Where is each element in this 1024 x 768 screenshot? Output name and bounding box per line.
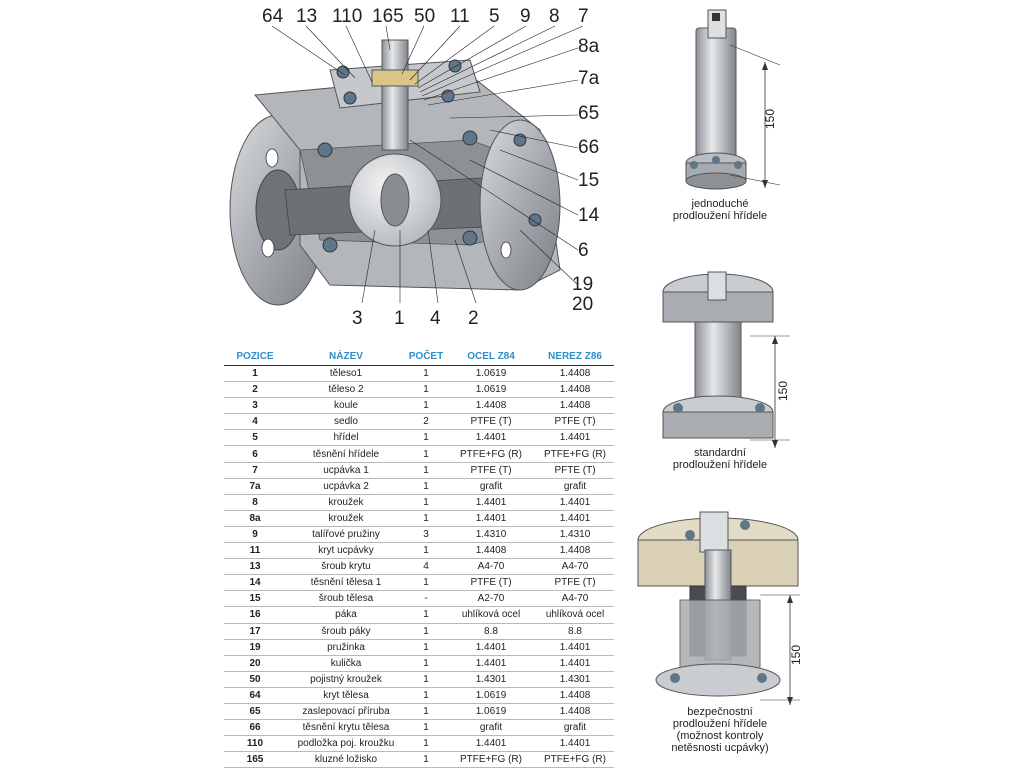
- table-row: [224, 478, 614, 494]
- table-row: [224, 736, 614, 752]
- standard-extension-drawing: [663, 272, 790, 448]
- table-row: [224, 414, 614, 430]
- table-header-row: [224, 349, 614, 366]
- table-row: [224, 575, 614, 591]
- table-cell-ocel: PTFE (T): [446, 462, 536, 478]
- table-cell-cnt: 1: [406, 575, 446, 591]
- table-cell-cnt: 1: [406, 736, 446, 752]
- table-row: [224, 607, 614, 623]
- table-cell-name: zaslepovací příruba: [286, 703, 406, 719]
- caption-standard: standardní prodloužení hřídele: [672, 447, 768, 471]
- table-cell-pos: 1: [224, 366, 286, 382]
- table-row: [224, 623, 614, 639]
- shaft: [382, 40, 408, 150]
- parts-table: [224, 349, 614, 768]
- table-cell-cnt: 1: [406, 671, 446, 687]
- table-cell-ocel: 1.4401: [446, 510, 536, 526]
- callout-5: 5: [489, 6, 500, 27]
- simple-extension-drawing: [686, 10, 780, 189]
- table-cell-name: páka: [286, 607, 406, 623]
- table-row: [224, 703, 614, 719]
- table-cell-name: kluzné ložisko: [286, 752, 406, 768]
- table-cell-name: šroub páky: [286, 623, 406, 639]
- table-cell-name: těsnění hřídele: [286, 446, 406, 462]
- table-cell-ocel: 1.4401: [446, 639, 536, 655]
- callout-19: 19: [572, 274, 594, 295]
- table-body: [224, 366, 614, 768]
- table-cell-nerez: A4-70: [536, 559, 614, 575]
- caption-safety: bezpečnostní prodloužení hřídele (možnost kontroly netěsnosti ucpávky): [671, 706, 769, 754]
- table-cell-ocel: 1.4408: [446, 398, 536, 414]
- callout-6: 6: [578, 240, 589, 261]
- table-cell-pos: 3: [224, 398, 286, 414]
- dimension-simple: 150: [763, 108, 778, 130]
- table-cell-pos: 7a: [224, 478, 286, 494]
- table-cell-cnt: 1: [406, 462, 446, 478]
- table-cell-cnt: 1: [406, 430, 446, 446]
- table-row: [224, 591, 614, 607]
- table-cell-nerez: 1.4408: [536, 543, 614, 559]
- table-row: [224, 462, 614, 478]
- table-cell-name: kryt ucpávky: [286, 543, 406, 559]
- callout-15: 15: [578, 170, 600, 191]
- table-cell-name: šroub tělesa: [286, 591, 406, 607]
- table-cell-nerez: PFTE (T): [536, 462, 614, 478]
- table-cell-pos: 16: [224, 607, 286, 623]
- dimension-safety: 150: [789, 644, 804, 666]
- table-cell-name: kryt tělesa: [286, 687, 406, 703]
- table-cell-nerez: PTFE+FG (R): [536, 446, 614, 462]
- table-cell-ocel: PTFE+FG (R): [446, 752, 536, 768]
- dimension-standard: 150: [776, 380, 791, 402]
- table-cell-cnt: 1: [406, 446, 446, 462]
- table-cell-pos: 8a: [224, 510, 286, 526]
- table-cell-cnt: 1: [406, 510, 446, 526]
- table-cell-ocel: 1.4301: [446, 671, 536, 687]
- table-cell-nerez: 1.4401: [536, 639, 614, 655]
- table-cell-pos: 4: [224, 414, 286, 430]
- callout-66: 66: [578, 137, 600, 158]
- table-cell-name: těsnění krytu tělesa: [286, 720, 406, 736]
- table-cell-nerez: 1.4408: [536, 366, 614, 382]
- table-cell-ocel: 1.4401: [446, 736, 536, 752]
- table-cell-cnt: 4: [406, 559, 446, 575]
- table-cell-nerez: 1.4401: [536, 736, 614, 752]
- table-cell-pos: 14: [224, 575, 286, 591]
- table-cell-nerez: 1.4401: [536, 494, 614, 510]
- table-cell-nerez: uhlíková ocel: [536, 607, 614, 623]
- col-header-name: NÁZEV: [286, 349, 406, 366]
- table-cell-name: kulička: [286, 655, 406, 671]
- table-row: [224, 543, 614, 559]
- callout-1: 1: [394, 308, 405, 329]
- table-row: [224, 559, 614, 575]
- table-cell-nerez: PTFE (T): [536, 575, 614, 591]
- table-cell-ocel: 1.0619: [446, 382, 536, 398]
- table-cell-cnt: 1: [406, 478, 446, 494]
- table-cell-cnt: 1: [406, 720, 446, 736]
- table-cell-pos: 20: [224, 655, 286, 671]
- table-cell-nerez: 1.4401: [536, 655, 614, 671]
- table-cell-name: hřídel: [286, 430, 406, 446]
- table-cell-pos: 66: [224, 720, 286, 736]
- table-cell-name: těleso 2: [286, 382, 406, 398]
- table-cell-name: sedlo: [286, 414, 406, 430]
- table-cell-pos: 5: [224, 430, 286, 446]
- table-row: [224, 639, 614, 655]
- table-cell-nerez: PTFE (T): [536, 414, 614, 430]
- table-cell-nerez: 1.4310: [536, 526, 614, 542]
- table-cell-name: pružinka: [286, 639, 406, 655]
- callout-64: 64: [262, 6, 284, 27]
- table-row: [224, 752, 614, 768]
- table-row: [224, 446, 614, 462]
- table-cell-cnt: 1: [406, 543, 446, 559]
- table-cell-name: koule: [286, 398, 406, 414]
- table-cell-nerez: 1.4401: [536, 430, 614, 446]
- table-cell-pos: 13: [224, 559, 286, 575]
- table-cell-name: kroužek: [286, 494, 406, 510]
- table-cell-name: ucpávka 2: [286, 478, 406, 494]
- table-cell-pos: 64: [224, 687, 286, 703]
- table-cell-name: pojistný kroužek: [286, 671, 406, 687]
- table-cell-name: podložka poj. kroužku: [286, 736, 406, 752]
- table-cell-pos: 165: [224, 752, 286, 768]
- col-header-position: POZICE: [224, 349, 286, 366]
- table-cell-ocel: 1.0619: [446, 687, 536, 703]
- table-cell-pos: 19: [224, 639, 286, 655]
- table-cell-nerez: grafit: [536, 478, 614, 494]
- table-cell-name: talířové pružiny: [286, 526, 406, 542]
- table-cell-ocel: PTFE (T): [446, 414, 536, 430]
- callout-2: 2: [468, 308, 479, 329]
- table-cell-pos: 110: [224, 736, 286, 752]
- table-cell-nerez: 1.4408: [536, 382, 614, 398]
- col-header-count: POČET: [406, 349, 446, 366]
- table-cell-pos: 17: [224, 623, 286, 639]
- table-cell-ocel: uhlíková ocel: [446, 607, 536, 623]
- table-cell-cnt: 1: [406, 623, 446, 639]
- table-cell-name: těsnění tělesa 1: [286, 575, 406, 591]
- table-cell-cnt: 1: [406, 687, 446, 703]
- table-cell-cnt: 3: [406, 526, 446, 542]
- table-cell-ocel: 1.4401: [446, 430, 536, 446]
- table-cell-nerez: 1.4408: [536, 687, 614, 703]
- callout-110: 110: [332, 6, 363, 27]
- table-cell-pos: 50: [224, 671, 286, 687]
- table-cell-ocel: PTFE (T): [446, 575, 536, 591]
- table-cell-ocel: 1.0619: [446, 366, 536, 382]
- table-cell-ocel: 8.8: [446, 623, 536, 639]
- table-row: [224, 494, 614, 510]
- table-cell-nerez: PTFE+FG (R): [536, 752, 614, 768]
- callout-14: 14: [578, 205, 600, 226]
- table-cell-name: šroub krytu: [286, 559, 406, 575]
- col-header-stainless: NEREZ Z86: [536, 349, 614, 366]
- table-cell-ocel: grafit: [446, 478, 536, 494]
- table-row: [224, 398, 614, 414]
- table-cell-nerez: 1.4401: [536, 510, 614, 526]
- table-cell-name: kroužek: [286, 510, 406, 526]
- table-row: [224, 430, 614, 446]
- callout-8a: 8a: [578, 36, 600, 57]
- callout-7: 7: [578, 6, 589, 27]
- callout-20: 20: [572, 294, 594, 315]
- table-cell-cnt: 1: [406, 366, 446, 382]
- table-cell-cnt: 1: [406, 752, 446, 768]
- table-cell-ocel: PTFE+FG (R): [446, 446, 536, 462]
- table-cell-cnt: 1: [406, 382, 446, 398]
- table-cell-ocel: 1.4408: [446, 543, 536, 559]
- table-cell-nerez: 8.8: [536, 623, 614, 639]
- table-cell-pos: 65: [224, 703, 286, 719]
- table-row: [224, 366, 614, 382]
- table-cell-pos: 6: [224, 446, 286, 462]
- table-cell-ocel: A4-70: [446, 559, 536, 575]
- table-cell-ocel: 1.4401: [446, 494, 536, 510]
- callout-4: 4: [430, 308, 441, 329]
- callout-9: 9: [520, 6, 531, 27]
- table-cell-cnt: 1: [406, 655, 446, 671]
- table-cell-nerez: 1.4301: [536, 671, 614, 687]
- table-cell-cnt: 1: [406, 639, 446, 655]
- table-cell-ocel: 1.4401: [446, 655, 536, 671]
- table-cell-ocel: grafit: [446, 720, 536, 736]
- table-row: [224, 687, 614, 703]
- callout-50: 50: [414, 6, 436, 27]
- callout-8: 8: [549, 6, 560, 27]
- table-cell-name: ucpávka 1: [286, 462, 406, 478]
- table-cell-pos: 11: [224, 543, 286, 559]
- table-row: [224, 382, 614, 398]
- table-cell-nerez: grafit: [536, 720, 614, 736]
- table-cell-name: těleso1: [286, 366, 406, 382]
- callout-165: 165: [372, 6, 404, 27]
- table-row: [224, 671, 614, 687]
- table-cell-pos: 9: [224, 526, 286, 542]
- table-cell-cnt: 1: [406, 607, 446, 623]
- col-header-steel: OCEL Z84: [446, 349, 536, 366]
- table-cell-ocel: A2-70: [446, 591, 536, 607]
- callout-11: 11: [450, 6, 470, 27]
- table-row: [224, 526, 614, 542]
- table-cell-pos: 7: [224, 462, 286, 478]
- table-cell-nerez: 1.4408: [536, 703, 614, 719]
- table-row: [224, 655, 614, 671]
- callout-3: 3: [352, 308, 363, 329]
- table-cell-cnt: 1: [406, 398, 446, 414]
- table-cell-nerez: A4-70: [536, 591, 614, 607]
- callout-13: 13: [296, 6, 318, 27]
- table-cell-pos: 15: [224, 591, 286, 607]
- caption-simple: jednoduché prodloužení hřídele: [672, 198, 768, 222]
- table-cell-ocel: 1.0619: [446, 703, 536, 719]
- table-cell-pos: 8: [224, 494, 286, 510]
- table-cell-cnt: 2: [406, 414, 446, 430]
- table-cell-cnt: 1: [406, 703, 446, 719]
- table-row: [224, 510, 614, 526]
- table-cell-ocel: 1.4310: [446, 526, 536, 542]
- table-row: [224, 720, 614, 736]
- safety-extension-drawing: [638, 512, 800, 705]
- callout-65: 65: [578, 103, 600, 124]
- callout-7a: 7a: [578, 68, 600, 89]
- table-cell-pos: 2: [224, 382, 286, 398]
- table-cell-cnt: -: [406, 591, 446, 607]
- table-cell-cnt: 1: [406, 494, 446, 510]
- table-cell-nerez: 1.4408: [536, 398, 614, 414]
